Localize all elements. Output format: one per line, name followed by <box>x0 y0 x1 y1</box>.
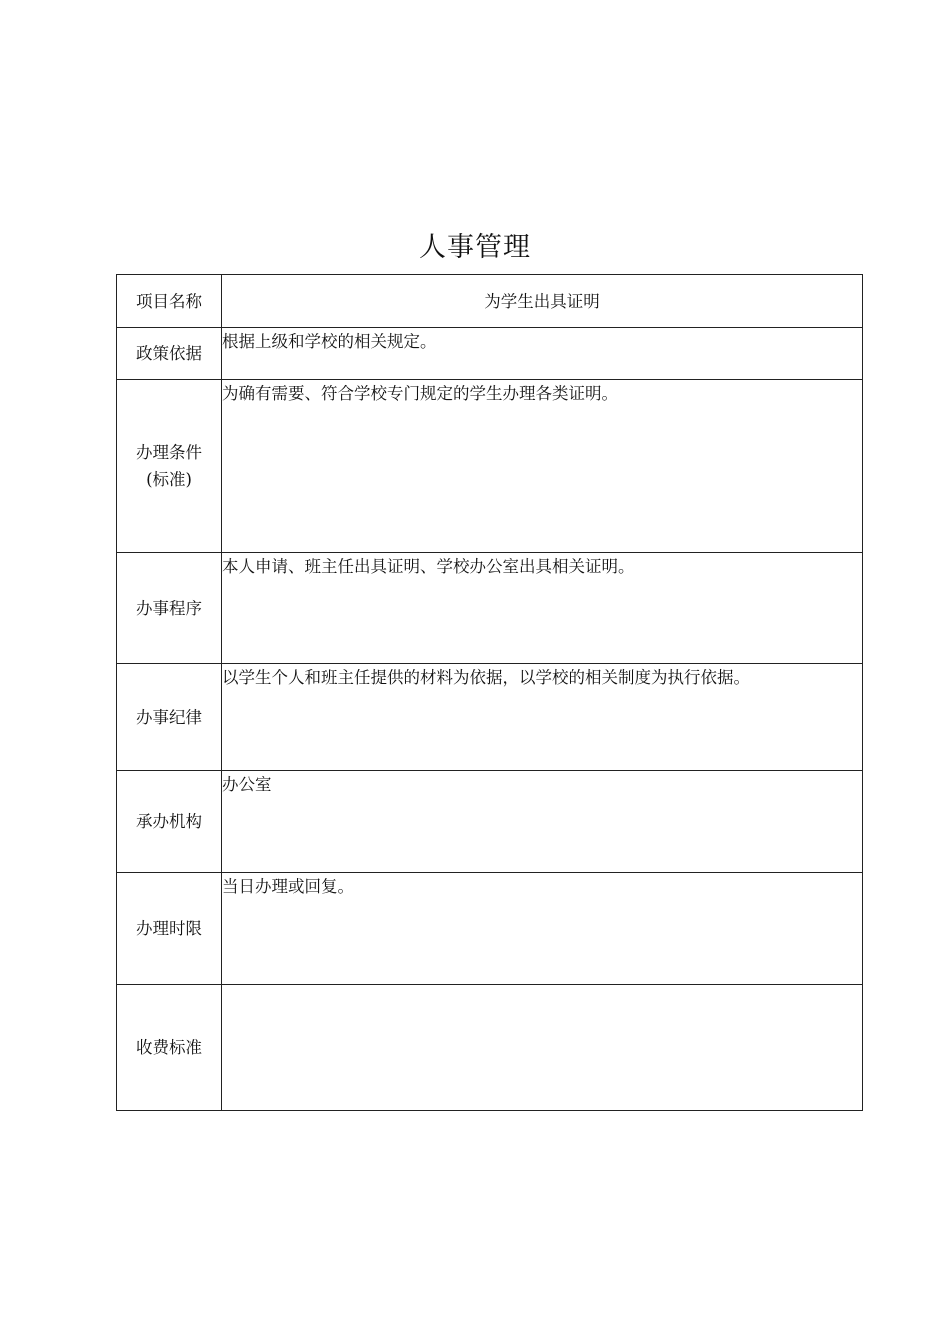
row-value: 为学生出具证明 <box>222 275 863 328</box>
row-label: 办事纪律 <box>117 664 222 771</box>
row-label: 收费标准 <box>117 985 222 1111</box>
row-value: 为确有需要、符合学校专门规定的学生办理各类证明。 <box>222 380 863 553</box>
table-row <box>117 985 863 1111</box>
info-table <box>116 274 863 1111</box>
row-value: 当日办理或回复。 <box>222 873 863 985</box>
table-row <box>117 771 863 873</box>
table-row <box>117 275 863 328</box>
row-label: 办事程序 <box>117 553 222 664</box>
row-value <box>222 985 863 1111</box>
page-title: 人事管理 <box>419 232 531 263</box>
row-label: 办理时限 <box>117 873 222 985</box>
row-label: 承办机构 <box>117 771 222 873</box>
row-value: 本人申请、班主任出具证明、学校办公室出具相关证明。 <box>222 553 863 664</box>
row-label: 项目名称 <box>117 275 222 328</box>
table-row <box>117 553 863 664</box>
table-row <box>117 328 863 380</box>
table-row <box>117 664 863 771</box>
row-label <box>117 380 222 553</box>
row-value: 办公室 <box>222 771 863 873</box>
row-label-sub: (标准) <box>146 470 192 489</box>
table-row <box>117 873 863 985</box>
row-value: 根据上级和学校的相关规定。 <box>222 328 863 380</box>
table-row <box>117 380 863 553</box>
row-label-main: 办理条件 <box>136 443 202 462</box>
row-value: 以学生个人和班主任提供的材料为依据，以学校的相关制度为执行依据。 <box>222 664 863 771</box>
row-label: 政策依据 <box>117 328 222 380</box>
